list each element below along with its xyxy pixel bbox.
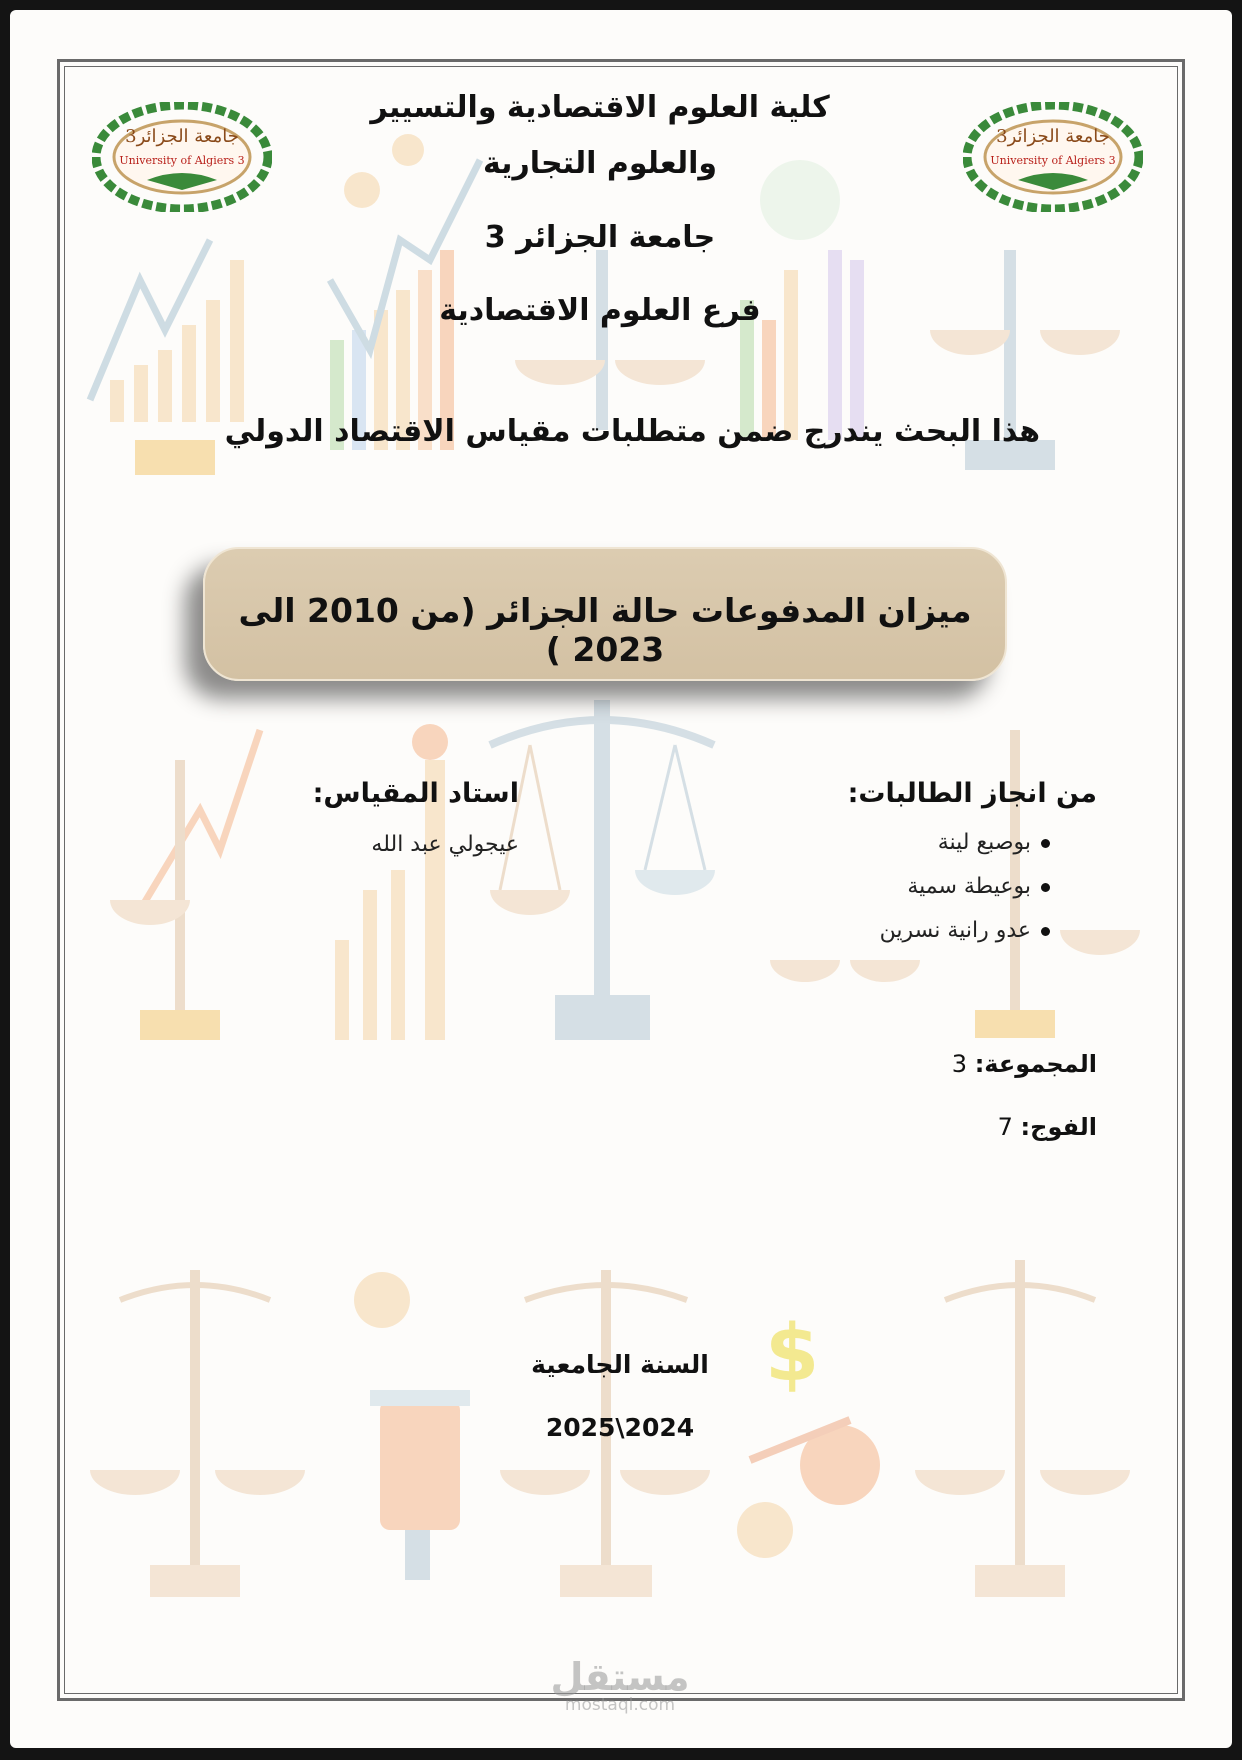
logo-english-text: University of Algiers 3 [119, 154, 245, 167]
logo-english-text: University of Algiers 3 [990, 154, 1116, 167]
professor-heading: استاد المقياس: [312, 778, 519, 809]
bullet-icon [1041, 927, 1050, 936]
students-list [752, 830, 1072, 970]
university-logo-right [963, 102, 1143, 212]
university-logo-left [92, 102, 272, 212]
svg-text:$: $ [765, 1309, 820, 1399]
academic-year-label: السنة الجامعية [531, 1350, 709, 1379]
section-label: الفوج: [1020, 1113, 1097, 1141]
logo-arabic-text: جامعة الجزائر3 [996, 126, 1110, 147]
document-title: ميزان المدفوعات حالة الجزائر (من 2010 الى 2023 ) [238, 591, 972, 669]
group-info [952, 1050, 1097, 1078]
section-value: 7 [997, 1113, 1013, 1141]
student-name: بوعيطة سمية [907, 874, 1031, 899]
bullet-icon [1041, 839, 1050, 848]
list-item [938, 830, 1072, 855]
university-name: جامعة الجزائر 3 [484, 220, 716, 255]
academic-year-value: 2025\2024 [545, 1413, 695, 1442]
department-name: فرع العلوم الاقتصادية [439, 293, 761, 328]
list-item [880, 918, 1072, 943]
faculty-name-line1: كلية العلوم الاقتصادية والتسيير [370, 90, 830, 125]
students-heading: من انجاز الطالبات: [847, 778, 1097, 809]
section-info [998, 1113, 1097, 1141]
watermark [520, 1655, 720, 1715]
list-item [907, 874, 1072, 899]
group-value: 3 [951, 1050, 968, 1078]
watermark-latin: mostaql.com [564, 1695, 676, 1715]
logo-arabic-text: جامعة الجزائر3 [125, 126, 239, 147]
research-statement: هذا البحث يندرج ضمن متطلبات مقياس الاقتصاد الدولي [224, 414, 1040, 449]
faculty-name-line2: والعلوم التجارية [482, 146, 718, 181]
student-name: بوصبع لينة [937, 830, 1031, 855]
document-page [10, 10, 1232, 1748]
watermark-arabic: مستقل [550, 1655, 690, 1699]
student-name: عدو رانية نسرين [879, 918, 1031, 943]
title-box [203, 547, 1007, 681]
professor-name: عيجولي عبد الله [371, 832, 519, 857]
group-label: المجموعة: [974, 1050, 1097, 1078]
bullet-icon [1041, 883, 1050, 892]
